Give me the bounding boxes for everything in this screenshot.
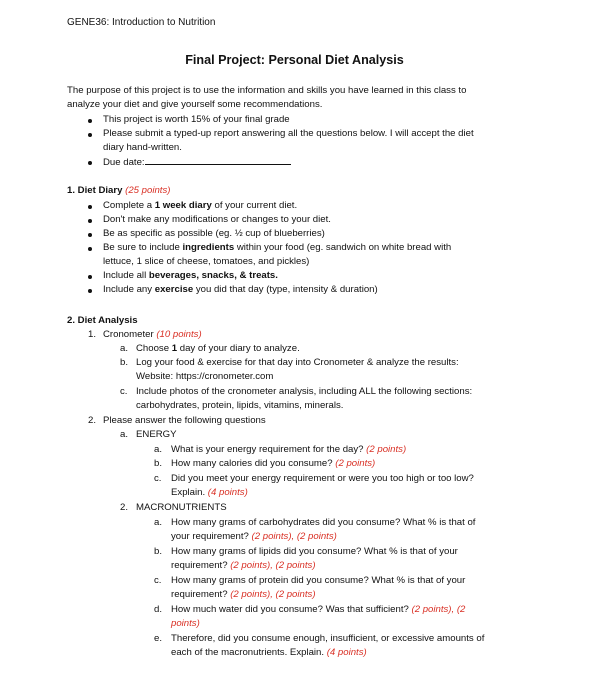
intro-bullet-due-date bbox=[103, 155, 291, 170]
points-label: (2 points) bbox=[335, 458, 376, 469]
item-letter: b. bbox=[154, 458, 163, 469]
bullet-dot bbox=[88, 119, 92, 123]
intro-line-2: analyze your diet and give yourself some recommendations. bbox=[67, 99, 323, 110]
item-letter: c. bbox=[154, 575, 162, 586]
section-diet-analysis-heading: 2. Diet Analysis bbox=[67, 315, 138, 326]
points-label: (2 points), (2 points) bbox=[230, 589, 316, 600]
macronutrients-heading: MACRONUTRIENTS bbox=[136, 502, 227, 513]
macro-question-summary: Therefore, did you consume enough, insufficient, or excessive amounts of bbox=[171, 633, 485, 644]
due-date-blank bbox=[145, 155, 291, 165]
cronometer-website: Website: https://cronometer.com bbox=[136, 371, 274, 382]
item-letter: c. bbox=[154, 473, 162, 484]
macro-question-protein: How many grams of protein did you consume? What % is that of your bbox=[171, 575, 466, 586]
item-letter: b. bbox=[154, 546, 163, 557]
diary-item-week: Complete a 1 week diary of your current diet. bbox=[103, 200, 298, 211]
diary-item-no-changes: Don't make any modifications or changes to your diet. bbox=[103, 214, 331, 225]
bullet-dot bbox=[88, 289, 92, 293]
intro-bullet-grade: This project is worth 15% of your final grade bbox=[103, 114, 290, 125]
intro-bullet-submit: Please submit a typed-up report answering all the questions below. I will accept the diet bbox=[103, 128, 474, 139]
cronometer-choose-day: Choose 1 day of your diary to analyze. bbox=[136, 343, 300, 354]
points-label: (2 points) bbox=[366, 444, 407, 455]
points-label: (2 points), (2 points) bbox=[230, 560, 316, 571]
cronometer-number: 1. bbox=[88, 329, 97, 340]
bullet-dot bbox=[88, 219, 92, 223]
item-letter: e. bbox=[154, 633, 163, 644]
macronutrients-number: 2. bbox=[120, 502, 129, 513]
page-title: Final Project: Personal Diet Analysis bbox=[185, 53, 404, 67]
energy-question-meet: Did you meet your energy requirement or were you too high or too low? bbox=[171, 473, 474, 484]
bullet-dot bbox=[88, 205, 92, 209]
macro-question-carbs-cont: your requirement? (2 points), (2 points) bbox=[171, 531, 337, 542]
section-diet-diary-heading: 1. Diet Diary (25 points) bbox=[67, 185, 171, 196]
bullet-dot bbox=[88, 161, 92, 165]
item-letter: a. bbox=[154, 444, 163, 455]
due-date-label: Due date: bbox=[103, 157, 145, 168]
points-label: (2 points), (2 points) bbox=[251, 531, 337, 542]
energy-question-meet-cont: Explain. (4 points) bbox=[171, 487, 248, 498]
energy-heading: ENERGY bbox=[136, 429, 177, 440]
cronometer-heading: Cronometer (10 points) bbox=[103, 329, 202, 340]
item-letter: a. bbox=[120, 343, 129, 354]
intro-bullet-submit-cont: diary hand-written. bbox=[103, 142, 182, 153]
points-label: (25 points) bbox=[125, 185, 171, 196]
bullet-dot bbox=[88, 275, 92, 279]
cronometer-photos-cont: carbohydrates, protein, lipids, vitamins, minerals. bbox=[136, 400, 344, 411]
macro-question-carbs: How many grams of carbohydrates did you consume? What % is that of bbox=[171, 517, 476, 528]
macro-question-lipids-cont: requirement? (2 points), (2 points) bbox=[171, 560, 316, 571]
item-letter: c. bbox=[120, 386, 128, 397]
macro-question-summary-cont: each of the macronutrients. Explain. (4 points) bbox=[171, 647, 367, 658]
energy-question-calories: How many calories did you consume? (2 points) bbox=[171, 458, 376, 469]
diary-item-ingredients-cont: lettuce, 1 slice of cheese, tomatoes, and pickles) bbox=[103, 256, 310, 267]
intro-line-1: The purpose of this project is to use the information and skills you have learned in this class to bbox=[67, 85, 467, 96]
item-letter: a. bbox=[154, 517, 163, 528]
item-letter: d. bbox=[154, 604, 163, 615]
diary-item-beverages: Include all beverages, snacks, & treats. bbox=[103, 270, 278, 281]
points-label: (4 points) bbox=[207, 487, 248, 498]
bullet-dot bbox=[88, 133, 92, 137]
item-letter: a. bbox=[120, 429, 129, 440]
cronometer-photos: Include photos of the cronometer analysis, including ALL the following sections: bbox=[136, 386, 473, 397]
questions-heading: Please answer the following questions bbox=[103, 415, 266, 426]
macro-question-lipids: How many grams of lipids did you consume? What % is that of your bbox=[171, 546, 458, 557]
bullet-dot bbox=[88, 233, 92, 237]
bullet-dot bbox=[88, 247, 92, 251]
macro-question-water-points-cont: points) bbox=[171, 618, 200, 629]
course-header: GENE36: Introduction to Nutrition bbox=[67, 17, 216, 28]
energy-question-requirement: What is your energy requirement for the day? (2 points) bbox=[171, 444, 407, 455]
points-label: (2 points), (2 bbox=[411, 604, 466, 615]
points-label: (10 points) bbox=[156, 329, 202, 340]
macro-question-water: How much water did you consume? Was that sufficient? (2 points), (2 bbox=[171, 604, 466, 615]
item-letter: b. bbox=[120, 357, 129, 368]
diary-item-exercise: Include any exercise you did that day (type, intensity & duration) bbox=[103, 284, 378, 295]
cronometer-log-food: Log your food & exercise for that day into Cronometer & analyze the results: bbox=[136, 357, 459, 368]
macro-question-protein-cont: requirement? (2 points), (2 points) bbox=[171, 589, 316, 600]
points-label: (4 points) bbox=[326, 647, 367, 658]
diary-item-ingredients: Be sure to include ingredients within your food (eg. sandwich on white bread with bbox=[103, 242, 452, 253]
questions-number: 2. bbox=[88, 415, 97, 426]
diary-item-specific: Be as specific as possible (eg. ½ cup of blueberries) bbox=[103, 228, 325, 239]
